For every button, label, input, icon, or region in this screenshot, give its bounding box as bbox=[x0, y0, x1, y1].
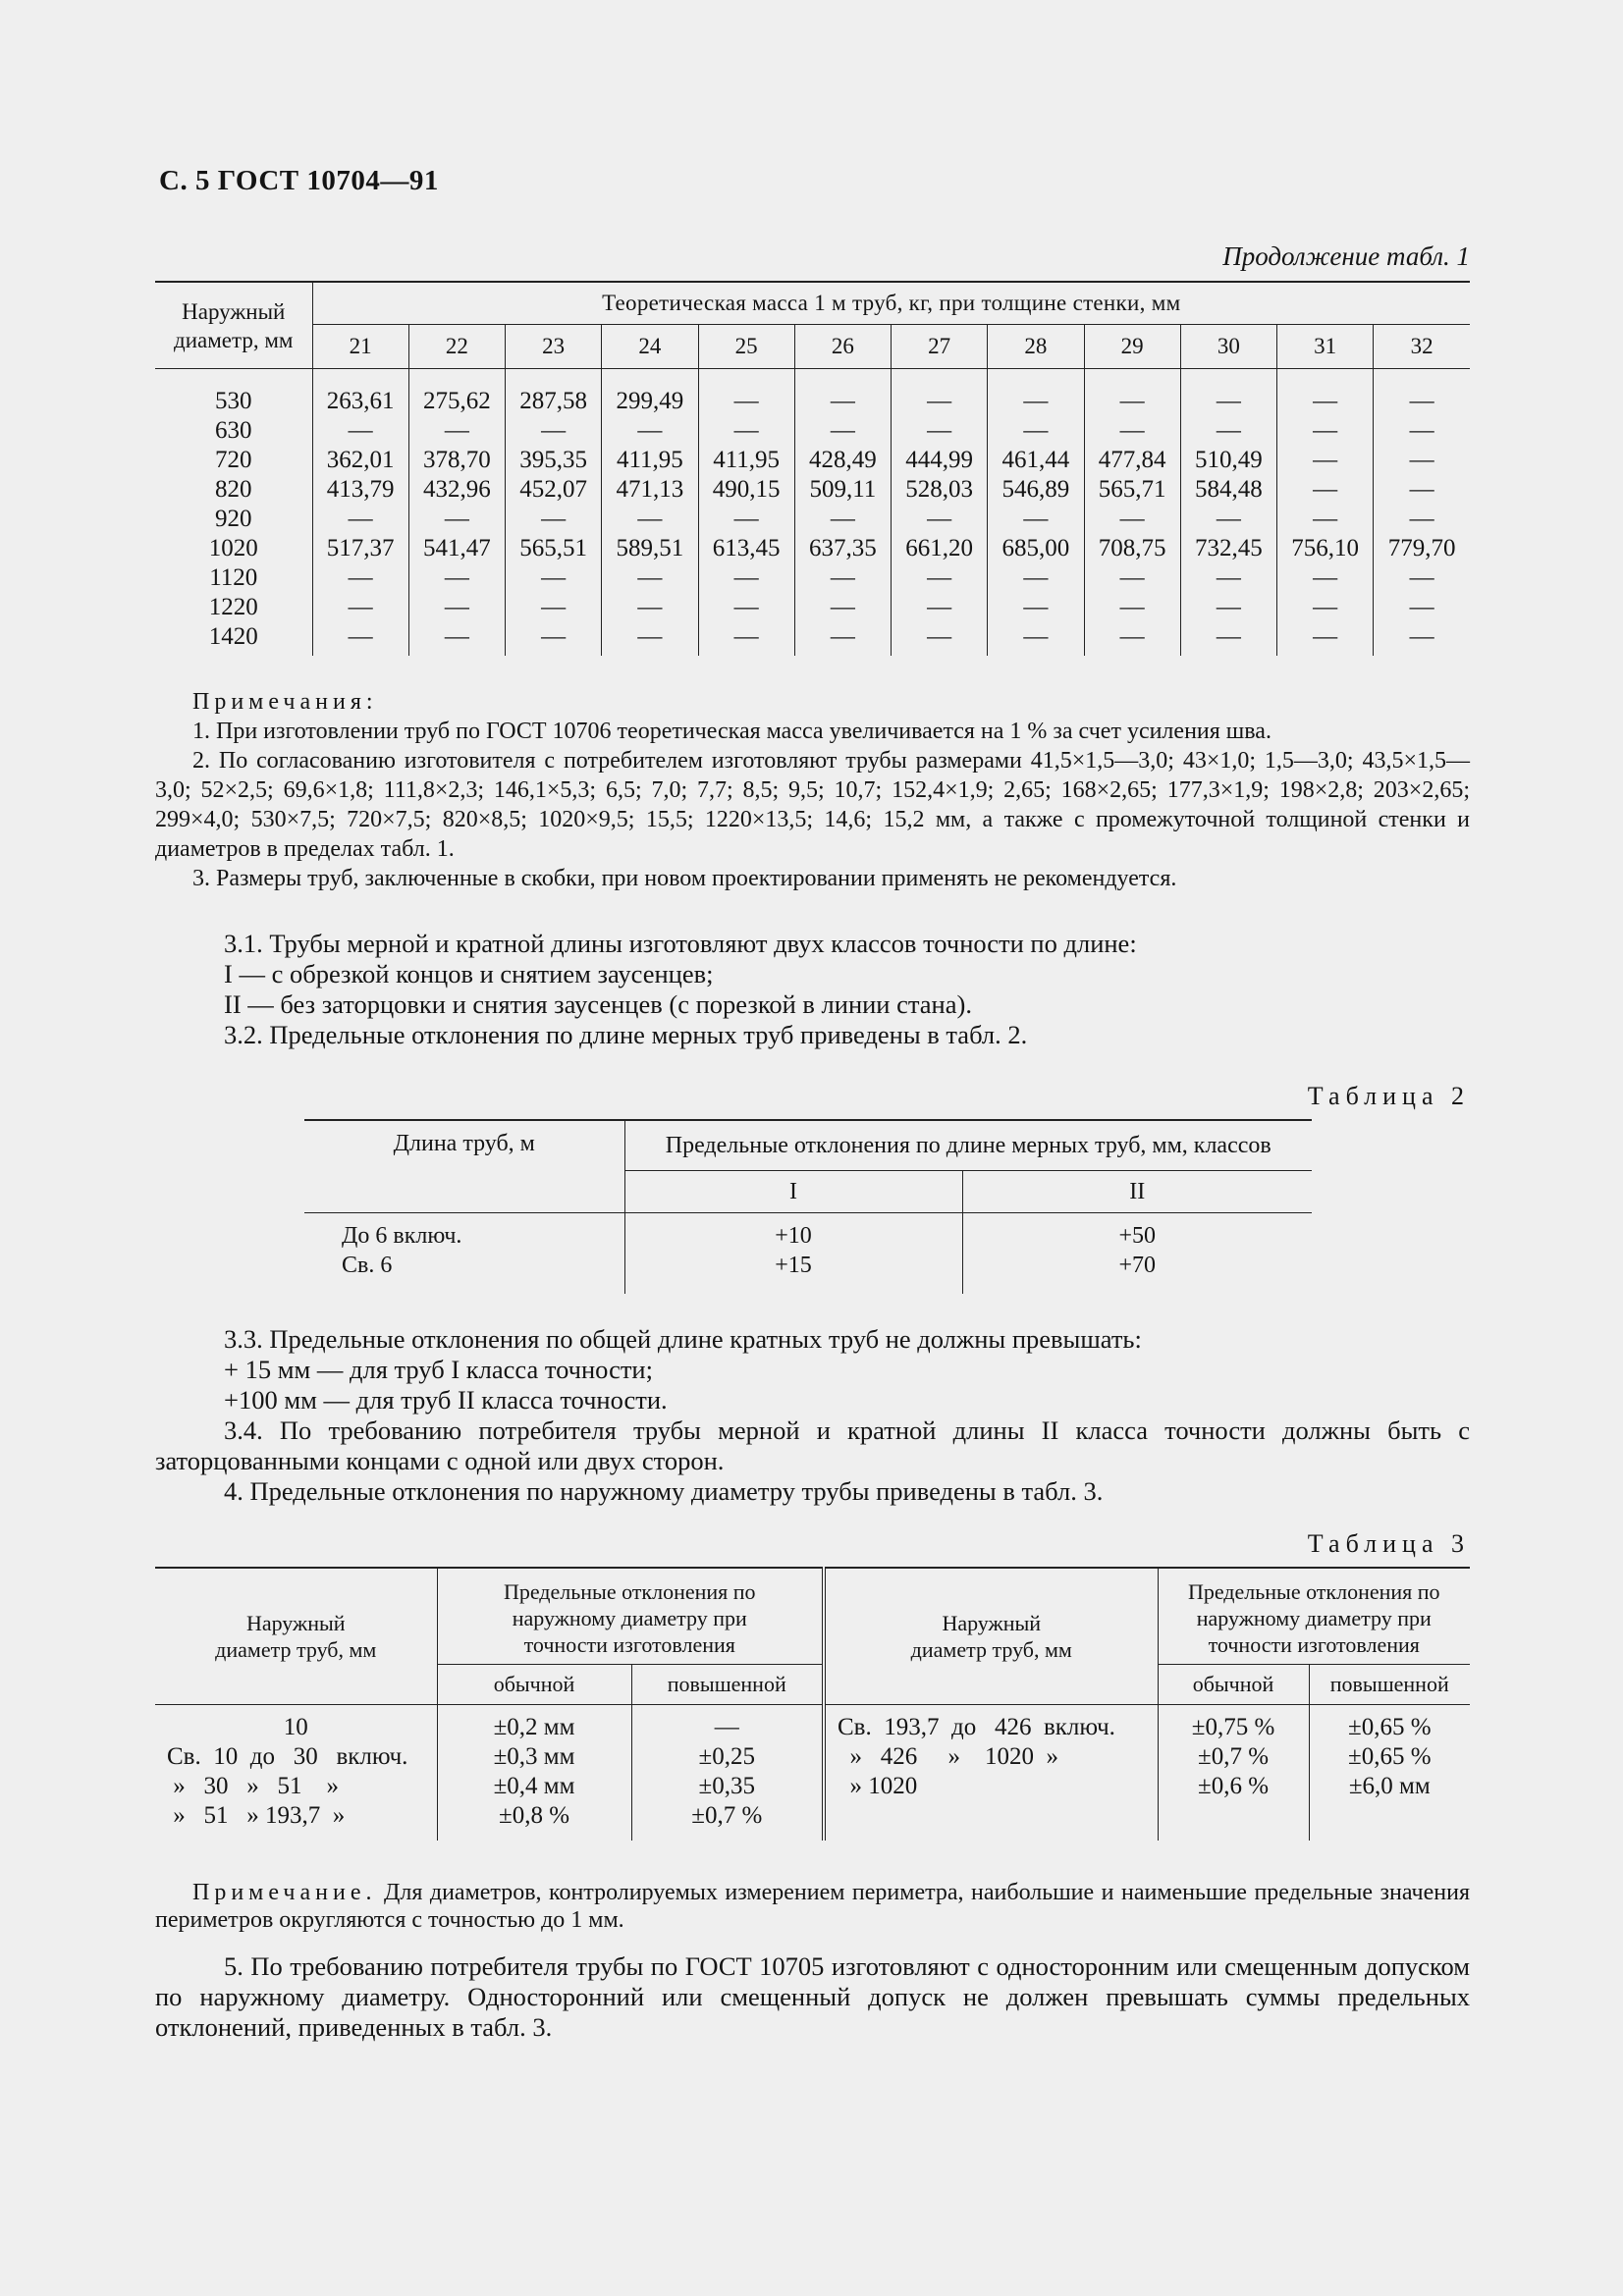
mass-cell: — bbox=[892, 369, 988, 417]
mass-cell: — bbox=[506, 505, 602, 534]
table2-length-header: Длина труб, м bbox=[304, 1120, 624, 1213]
mass-cell: — bbox=[1084, 505, 1180, 534]
limit-line-2: +100 мм — для труб II класса точности. bbox=[224, 1385, 668, 1415]
mass-cell: 263,61 bbox=[312, 369, 408, 417]
table-row bbox=[155, 446, 1470, 475]
table3-caption: Таблица 3 bbox=[1307, 1529, 1470, 1558]
table3-sub-normal: обычной bbox=[437, 1665, 631, 1705]
mass-cell: 732,45 bbox=[1180, 534, 1276, 563]
mass-cell: — bbox=[892, 505, 988, 534]
mass-cell: — bbox=[312, 505, 408, 534]
mass-cell: 584,48 bbox=[1180, 475, 1276, 505]
table-row bbox=[155, 563, 1470, 593]
table3-sub-normal: обычной bbox=[1158, 1665, 1309, 1705]
diameter-cell: 920 bbox=[155, 505, 312, 534]
table-row bbox=[155, 1772, 1470, 1801]
header-line: диаметр труб, мм bbox=[910, 1637, 1072, 1662]
mass-cell: — bbox=[408, 593, 505, 622]
mass-cell: 411,95 bbox=[602, 446, 698, 475]
table3-dev-header-right bbox=[1158, 1568, 1470, 1665]
diameter-cell bbox=[824, 1801, 1158, 1841]
mass-cell: — bbox=[1180, 563, 1276, 593]
table2-group-header: Предельные отклонения по длине мерных труб, мм, классов bbox=[624, 1120, 1312, 1171]
mass-cell: — bbox=[988, 563, 1084, 593]
mass-cell: — bbox=[1277, 563, 1374, 593]
table-row bbox=[304, 1213, 1312, 1252]
deviation-cell bbox=[1158, 1801, 1309, 1841]
deviation-cell: ±0,3 мм bbox=[437, 1742, 631, 1772]
mass-cell: 411,95 bbox=[698, 446, 794, 475]
deviation-cell: ±0,65 % bbox=[1347, 1714, 1432, 1740]
diameter-cell: 1120 bbox=[155, 563, 312, 593]
table-row bbox=[155, 1742, 1470, 1772]
table-row bbox=[155, 1705, 1470, 1743]
mass-cell: — bbox=[1277, 369, 1374, 417]
mass-cell: 589,51 bbox=[602, 534, 698, 563]
header-line: Наружный bbox=[942, 1611, 1042, 1635]
mass-cell: — bbox=[506, 416, 602, 446]
limit-line-1: + 15 мм — для труб I класса точности; bbox=[224, 1355, 653, 1384]
mass-cell: 685,00 bbox=[988, 534, 1084, 563]
table3-dev-header-left bbox=[437, 1568, 824, 1665]
deviation-cell: ±0,6 % bbox=[1158, 1772, 1309, 1801]
mass-cell: — bbox=[698, 593, 794, 622]
mass-cell: — bbox=[794, 622, 891, 656]
table1-thickness-col: 24 bbox=[602, 325, 698, 369]
header-line: Наружный bbox=[182, 298, 286, 324]
table2-class-1: I bbox=[624, 1171, 962, 1213]
table-row bbox=[155, 1801, 1470, 1841]
paragraph-3-3: 3.3. Предельные отклонения по общей длине кратных труб не должны превышать: bbox=[224, 1324, 1142, 1354]
table-row bbox=[155, 416, 1470, 446]
mass-cell: 565,51 bbox=[506, 534, 602, 563]
header-line: точности изготовления bbox=[1208, 1632, 1420, 1657]
table1-thickness-col: 26 bbox=[794, 325, 891, 369]
diameter-cell: » 1020 bbox=[824, 1772, 1158, 1801]
class-1-text: I — с обрезкой концов и снятием заусенцев; bbox=[224, 959, 714, 988]
mass-cell: 471,13 bbox=[602, 475, 698, 505]
mass-cell: 756,10 bbox=[1277, 534, 1374, 563]
table-cell: +15 bbox=[775, 1253, 812, 1278]
diameter-cell: Св. 10 до 30 включ. bbox=[155, 1742, 437, 1772]
page-header: С. 5 ГОСТ 10704—91 bbox=[159, 165, 439, 196]
mass-cell: — bbox=[506, 593, 602, 622]
mass-cell: — bbox=[1180, 505, 1276, 534]
paragraph-3-2: 3.2. Предельные отклонения по длине мерных труб приведены в табл. 2. bbox=[224, 1020, 1028, 1049]
diameter-cell: 530 bbox=[155, 369, 312, 417]
diameter-cell: 720 bbox=[155, 446, 312, 475]
table1-theoretical-mass bbox=[155, 281, 1470, 656]
mass-cell: — bbox=[602, 622, 698, 656]
mass-cell: — bbox=[408, 416, 505, 446]
mass-cell: — bbox=[602, 563, 698, 593]
diameter-cell: 1220 bbox=[155, 593, 312, 622]
mass-cell: — bbox=[698, 416, 794, 446]
paragraph-3-4: 3.4. По требованию потребителя трубы мерной и кратной длины II класса точности должны быть с заторцованными концами с одной или двух сторон. bbox=[155, 1415, 1470, 1475]
mass-cell: — bbox=[1180, 416, 1276, 446]
section-5 bbox=[155, 1951, 1470, 2043]
mass-cell: — bbox=[312, 622, 408, 656]
mass-cell: 477,84 bbox=[1084, 446, 1180, 475]
mass-cell: — bbox=[1374, 593, 1470, 622]
mass-cell: — bbox=[1277, 475, 1374, 505]
header-line: наружному диаметру при bbox=[512, 1606, 747, 1630]
header-line: точности изготовления bbox=[523, 1632, 735, 1657]
mass-cell: — bbox=[892, 593, 988, 622]
mass-cell: 546,89 bbox=[988, 475, 1084, 505]
mass-cell: — bbox=[988, 505, 1084, 534]
mass-cell: — bbox=[988, 369, 1084, 417]
mass-cell: — bbox=[1180, 622, 1276, 656]
deviation-cell: — bbox=[631, 1705, 824, 1743]
table-cell: До 6 включ. bbox=[304, 1213, 624, 1252]
diameter-cell: » 51 » 193,7 » bbox=[155, 1801, 437, 1841]
mass-cell: — bbox=[408, 563, 505, 593]
mass-cell: — bbox=[794, 563, 891, 593]
note-2: 2. По согласованию изготовителя с потребителем изготовляют трубы размерами 41,5×1,5—3,0; 43×1,0; 1,5—3,0; 43,5×1,5— 3,0; 52×2,5; 69,6×1,8; 111,8×2,3; 146,1×5,3; 6,5; 7,0; 7,7; 8,5; 9,5; 10,7; 152,4×1,9; 2,65; 168×2,65; 177,3×1,9; 198×2,8; 203×2,65; 299×4,0; 530×7,5; 720×7,5; 820×8,5; 1020×9,5; 15,5; 1220×13,5; 14,6; 15,2 мм, а также с промежуточной толщиной стенки и диаметров в пределах табл. 1. bbox=[155, 748, 1470, 862]
header-line: Наружный bbox=[245, 1611, 346, 1635]
table-row bbox=[155, 622, 1470, 656]
mass-cell: — bbox=[1374, 369, 1470, 417]
mass-cell: — bbox=[312, 593, 408, 622]
table-row bbox=[155, 505, 1470, 534]
table-row bbox=[304, 1251, 1312, 1294]
deviation-cell: ±0,2 мм bbox=[437, 1705, 631, 1743]
diameter-cell: 820 bbox=[155, 475, 312, 505]
table3-sub-increased: повышенной bbox=[1309, 1665, 1470, 1705]
table-cell: +10 bbox=[775, 1223, 812, 1249]
table1-thickness-col: 21 bbox=[312, 325, 408, 369]
table1-thickness-col: 28 bbox=[988, 325, 1084, 369]
table1-continuation-label: Продолжение табл. 1 bbox=[1222, 241, 1470, 271]
mass-cell: — bbox=[602, 593, 698, 622]
deviation-cell: ±0,35 bbox=[631, 1772, 824, 1801]
header-line: диаметр, мм bbox=[174, 327, 294, 352]
mass-cell: 428,49 bbox=[794, 446, 891, 475]
deviation-cell: ±6,0 мм bbox=[1348, 1773, 1431, 1799]
mass-cell: 299,49 bbox=[602, 369, 698, 417]
mass-cell: — bbox=[602, 416, 698, 446]
section-3-3 bbox=[155, 1324, 1470, 1507]
deviation-cell: ±0,75 % bbox=[1158, 1705, 1309, 1743]
note-text: Для диаметров, контролируемых измерением периметра, наибольшие и наименьшие предельные значения периметров округляются с точностью до 1 мм. bbox=[155, 1880, 1470, 1933]
mass-cell: 708,75 bbox=[1084, 534, 1180, 563]
mass-cell: 613,45 bbox=[698, 534, 794, 563]
table1-group-header: Теоретическая масса 1 м труб, кг, при толщине стенки, мм bbox=[312, 282, 1470, 325]
mass-cell: — bbox=[988, 593, 1084, 622]
mass-cell: 444,99 bbox=[892, 446, 988, 475]
mass-cell: — bbox=[1180, 369, 1276, 417]
table-row bbox=[155, 593, 1470, 622]
table1-notes bbox=[155, 687, 1470, 893]
table-cell: +70 bbox=[962, 1251, 1312, 1294]
mass-cell: — bbox=[312, 563, 408, 593]
note-3: 3. Размеры труб, заключенные в скобки, при новом проектировании применять не рекомендуется. bbox=[192, 866, 1177, 891]
mass-cell: — bbox=[892, 416, 988, 446]
mass-cell: — bbox=[794, 416, 891, 446]
diameter-cell: Св. 193,7 до 426 включ. bbox=[824, 1705, 1158, 1743]
mass-cell: — bbox=[698, 369, 794, 417]
mass-cell: — bbox=[1084, 593, 1180, 622]
diameter-cell: » 30 » 51 » bbox=[155, 1772, 437, 1801]
diameter-cell: 1020 bbox=[155, 534, 312, 563]
table-row bbox=[155, 475, 1470, 505]
mass-cell: 490,15 bbox=[698, 475, 794, 505]
table2-caption: Таблица 2 bbox=[1307, 1082, 1470, 1110]
header-line: наружному диаметру при bbox=[1196, 1606, 1432, 1630]
mass-cell: — bbox=[1374, 563, 1470, 593]
mass-cell: 565,71 bbox=[1084, 475, 1180, 505]
mass-cell: — bbox=[1084, 416, 1180, 446]
mass-cell: — bbox=[602, 505, 698, 534]
mass-cell: — bbox=[312, 416, 408, 446]
mass-cell: — bbox=[1374, 622, 1470, 656]
mass-cell: — bbox=[1374, 505, 1470, 534]
mass-cell: — bbox=[794, 369, 891, 417]
table1-thickness-col: 22 bbox=[408, 325, 505, 369]
deviation-cell: ±0,25 bbox=[631, 1742, 824, 1772]
mass-cell: 779,70 bbox=[1374, 534, 1470, 563]
mass-cell: — bbox=[1084, 622, 1180, 656]
table1-thickness-col: 30 bbox=[1180, 325, 1276, 369]
mass-cell: — bbox=[988, 622, 1084, 656]
class-2-text: II — без заторцовки и снятия заусенцев (с порезкой в линии стана). bbox=[224, 989, 972, 1019]
table1-thickness-col: 29 bbox=[1084, 325, 1180, 369]
paragraph-3-1: 3.1. Трубы мерной и кратной длины изготовляют двух классов точности по длине: bbox=[224, 929, 1137, 958]
header-line: Предельные отклонения по bbox=[1187, 1579, 1440, 1604]
mass-cell: — bbox=[794, 505, 891, 534]
mass-cell: — bbox=[408, 622, 505, 656]
section-3-1 bbox=[155, 929, 1470, 1050]
mass-cell: — bbox=[1374, 446, 1470, 475]
mass-cell: 637,35 bbox=[794, 534, 891, 563]
deviation-cell: ±0,7 % bbox=[1158, 1742, 1309, 1772]
note-1: 1. При изготовлении труб по ГОСТ 10706 теоретическая масса увеличивается на 1 % за счет усиления шва. bbox=[192, 719, 1271, 744]
mass-cell: — bbox=[698, 563, 794, 593]
header-line: диаметр труб, мм bbox=[215, 1637, 377, 1662]
deviation-cell: ±0,65 % bbox=[1347, 1743, 1432, 1770]
table3-diameter-deviations bbox=[155, 1567, 1470, 1841]
mass-cell: — bbox=[1277, 593, 1374, 622]
mass-cell: 378,70 bbox=[408, 446, 505, 475]
mass-cell: — bbox=[506, 622, 602, 656]
mass-cell: 432,96 bbox=[408, 475, 505, 505]
table1-thickness-col: 25 bbox=[698, 325, 794, 369]
table1-thickness-col: 27 bbox=[892, 325, 988, 369]
table3-sub-increased: повышенной bbox=[631, 1665, 824, 1705]
table2-class-2: II bbox=[962, 1171, 1312, 1213]
deviation-cell bbox=[1309, 1801, 1470, 1841]
mass-cell: 413,79 bbox=[312, 475, 408, 505]
mass-cell: 395,35 bbox=[506, 446, 602, 475]
table1-thickness-col: 32 bbox=[1374, 325, 1470, 369]
paragraph-4: 4. Предельные отклонения по наружному диаметру трубы приведены в табл. 3. bbox=[224, 1476, 1104, 1506]
deviation-cell: ±0,7 % bbox=[631, 1801, 824, 1841]
table-cell: Св. 6 bbox=[304, 1251, 624, 1294]
mass-cell: — bbox=[698, 505, 794, 534]
table3-note bbox=[155, 1879, 1470, 1934]
mass-cell: 275,62 bbox=[408, 369, 505, 417]
mass-cell: — bbox=[1277, 446, 1374, 475]
mass-cell: — bbox=[1180, 593, 1276, 622]
diameter-cell: 10 bbox=[155, 1705, 437, 1743]
mass-cell: — bbox=[698, 622, 794, 656]
table1-thickness-col: 23 bbox=[506, 325, 602, 369]
mass-cell: 528,03 bbox=[892, 475, 988, 505]
mass-cell: — bbox=[1277, 505, 1374, 534]
mass-cell: 517,37 bbox=[312, 534, 408, 563]
mass-cell: — bbox=[892, 563, 988, 593]
mass-cell: 661,20 bbox=[892, 534, 988, 563]
table1-diameter-header bbox=[155, 282, 312, 369]
deviation-cell: ±0,8 % bbox=[437, 1801, 631, 1841]
mass-cell: — bbox=[1277, 622, 1374, 656]
mass-cell: — bbox=[1374, 416, 1470, 446]
mass-cell: 362,01 bbox=[312, 446, 408, 475]
mass-cell: — bbox=[506, 563, 602, 593]
note-label: Примечание. bbox=[192, 1880, 377, 1905]
table3-diameter-header-left bbox=[155, 1568, 437, 1705]
table-cell: +50 bbox=[962, 1213, 1312, 1252]
mass-cell: — bbox=[988, 416, 1084, 446]
mass-cell: 452,07 bbox=[506, 475, 602, 505]
notes-title: Примечания: bbox=[192, 689, 378, 715]
mass-cell: — bbox=[1277, 416, 1374, 446]
table-row bbox=[155, 369, 1470, 417]
mass-cell: 541,47 bbox=[408, 534, 505, 563]
table3-diameter-header-right bbox=[824, 1568, 1158, 1705]
table2-length-deviations bbox=[304, 1119, 1312, 1294]
paragraph-5: 5. По требованию потребителя трубы по ГОСТ 10705 изготовляют с односторонним или смещенным допуском по наружному диаметру. Односторонний или смещенный допуск не должен превышать суммы предельных отклонений, приведенных в табл. 3. bbox=[155, 1951, 1470, 2042]
mass-cell: — bbox=[1374, 475, 1470, 505]
table-row bbox=[155, 534, 1470, 563]
mass-cell: 509,11 bbox=[794, 475, 891, 505]
diameter-cell: 630 bbox=[155, 416, 312, 446]
table1-thickness-col: 31 bbox=[1277, 325, 1374, 369]
mass-cell: 510,49 bbox=[1180, 446, 1276, 475]
mass-cell: — bbox=[892, 622, 988, 656]
diameter-cell: » 426 » 1020 » bbox=[824, 1742, 1158, 1772]
mass-cell: 461,44 bbox=[988, 446, 1084, 475]
diameter-cell: 1420 bbox=[155, 622, 312, 656]
mass-cell: — bbox=[408, 505, 505, 534]
mass-cell: — bbox=[1084, 563, 1180, 593]
mass-cell: — bbox=[794, 593, 891, 622]
mass-cell: — bbox=[1084, 369, 1180, 417]
header-line: Предельные отклонения по bbox=[503, 1579, 756, 1604]
mass-cell: 287,58 bbox=[506, 369, 602, 417]
deviation-cell: ±0,4 мм bbox=[437, 1772, 631, 1801]
